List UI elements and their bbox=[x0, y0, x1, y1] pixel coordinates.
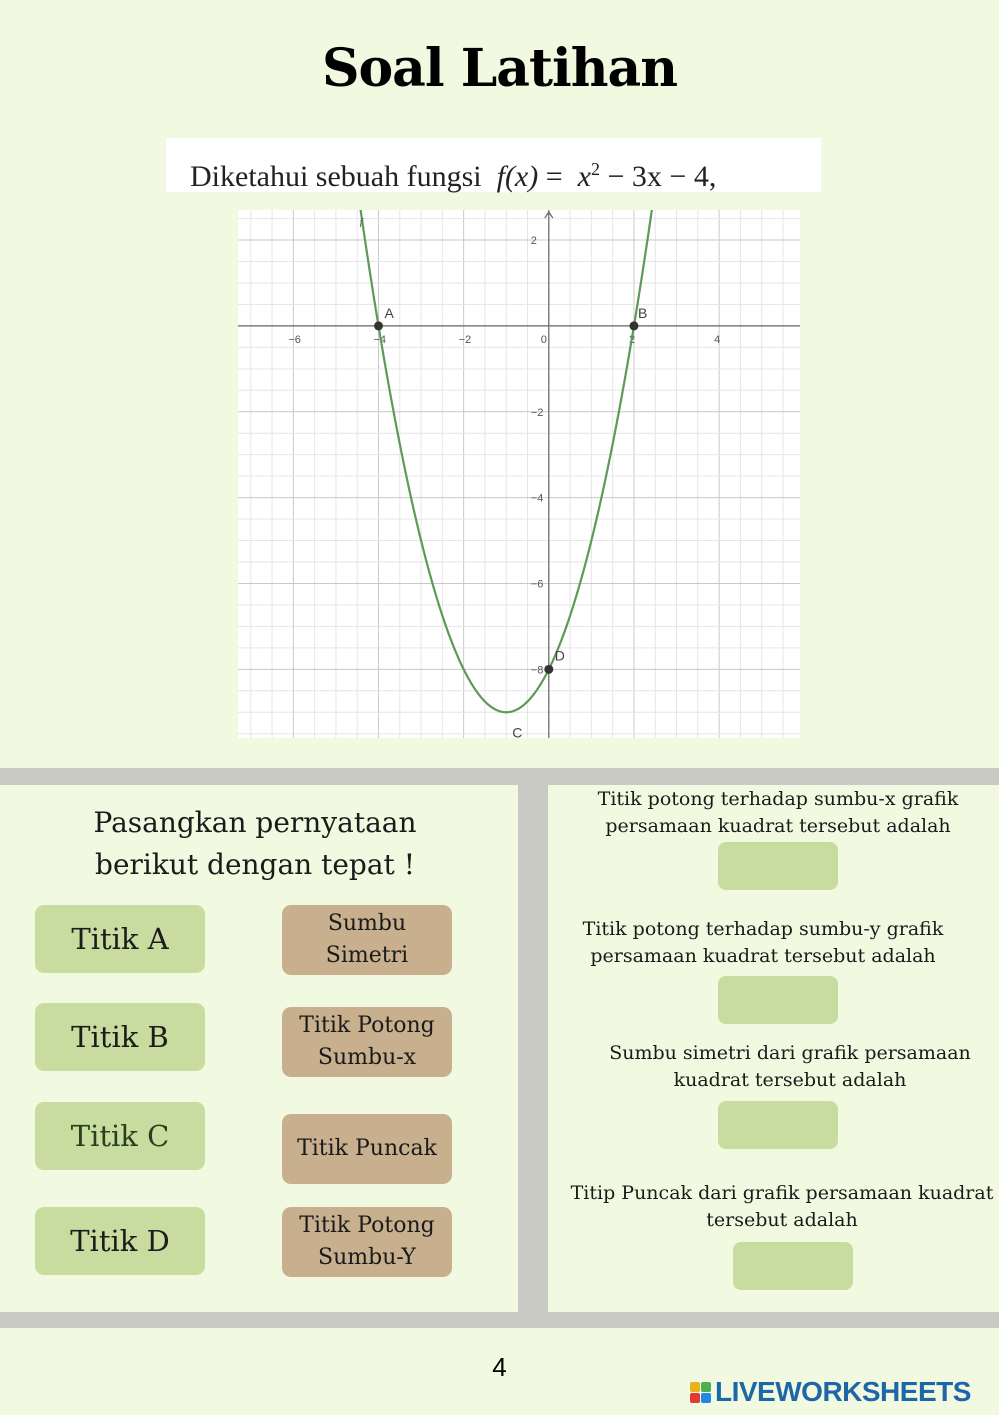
x-tick-label: 0 bbox=[540, 333, 547, 346]
divider-top bbox=[0, 768, 999, 785]
answer-slot-x-intercept[interactable] bbox=[718, 842, 838, 890]
point-d-marker bbox=[544, 665, 553, 674]
y-tick-label: 2 bbox=[530, 235, 537, 248]
point-a-marker bbox=[374, 321, 383, 330]
concept-card-symmetry-axis[interactable]: Sumbu Simetri bbox=[282, 905, 452, 975]
page-number: 4 bbox=[492, 1352, 507, 1382]
function-graph bbox=[238, 210, 800, 738]
function-statement bbox=[166, 138, 821, 192]
x-tick-label: −6 bbox=[288, 333, 301, 346]
page-title: Soal Latihan bbox=[321, 38, 678, 99]
y-tick-label: −2 bbox=[530, 406, 544, 419]
x-tick-label: −4 bbox=[373, 333, 387, 346]
point-card-b[interactable]: Titik B bbox=[35, 1003, 205, 1071]
point-b-marker bbox=[629, 321, 638, 330]
divider-middle bbox=[518, 768, 548, 1328]
question-vertex: Titip Puncak dari grafik persamaan kuadrat tersebut adalah bbox=[570, 1182, 994, 1231]
question-y-intercept: Titik potong terhadap sumbu-y grafik persamaan kuadrat tersebut adalah bbox=[582, 918, 944, 967]
concept-card-y-intercept[interactable]: Titik Potong Sumbu-Y bbox=[282, 1207, 452, 1277]
point-card-c[interactable]: Titik C bbox=[35, 1102, 205, 1170]
x-tick-label: 2 bbox=[628, 333, 636, 346]
answer-slot-vertex[interactable] bbox=[733, 1242, 853, 1290]
x-tick-label: −2 bbox=[458, 333, 472, 346]
logo-square-2 bbox=[701, 1382, 711, 1392]
y-tick-label: −4 bbox=[530, 492, 544, 505]
x-tick-label: 4 bbox=[714, 333, 721, 346]
question-symmetry-axis: Sumbu simetri dari grafik persamaan kuadrat tersebut adalah bbox=[609, 1042, 971, 1091]
logo-square-4 bbox=[701, 1393, 711, 1403]
y-tick-label: −8 bbox=[530, 664, 544, 677]
statement-prefix: Diketahui sebuah fungsi bbox=[190, 160, 482, 193]
concept-card-vertex[interactable]: Titik Puncak bbox=[282, 1114, 452, 1184]
divider-bottom bbox=[0, 1312, 999, 1328]
answer-slot-symmetry-axis[interactable] bbox=[718, 1101, 838, 1149]
function-variable: x bbox=[577, 160, 591, 193]
brand-name: LIVEWORKSHEETS bbox=[715, 1376, 971, 1407]
instruction-line-1: Pasangkan pernyataan bbox=[93, 806, 417, 839]
matching-instruction bbox=[30, 802, 480, 886]
y-tick-label: −6 bbox=[530, 578, 544, 591]
instruction-line-2: berikut dengan tepat ! bbox=[95, 848, 415, 881]
point-card-d[interactable]: Titik D bbox=[35, 1207, 205, 1275]
function-lhs: f(x) bbox=[496, 160, 539, 193]
point-c-label: C bbox=[512, 724, 523, 738]
liveworksheets-logo-icon bbox=[690, 1382, 711, 1403]
logo-square-1 bbox=[690, 1382, 700, 1392]
concept-card-x-intercept[interactable]: Titik Potong Sumbu-x bbox=[282, 1007, 452, 1077]
point-a-label: A bbox=[384, 304, 394, 321]
logo-square-3 bbox=[690, 1393, 700, 1403]
point-d-label: D bbox=[554, 647, 565, 664]
point-b-label: B bbox=[637, 304, 648, 321]
answer-slot-y-intercept[interactable] bbox=[718, 976, 838, 1024]
point-card-a[interactable]: Titik A bbox=[35, 905, 205, 973]
function-exponent: 2 bbox=[591, 159, 600, 179]
equals-sign: = bbox=[545, 160, 563, 193]
question-x-intercept: Titik potong terhadap sumbu-x grafik persamaan kuadrat tersebut adalah bbox=[597, 788, 959, 837]
liveworksheets-brand[interactable] bbox=[690, 1374, 971, 1410]
function-rest: − 3x − 4, bbox=[607, 160, 717, 193]
graph-canvas bbox=[238, 210, 800, 738]
curve-label: f bbox=[359, 216, 363, 231]
